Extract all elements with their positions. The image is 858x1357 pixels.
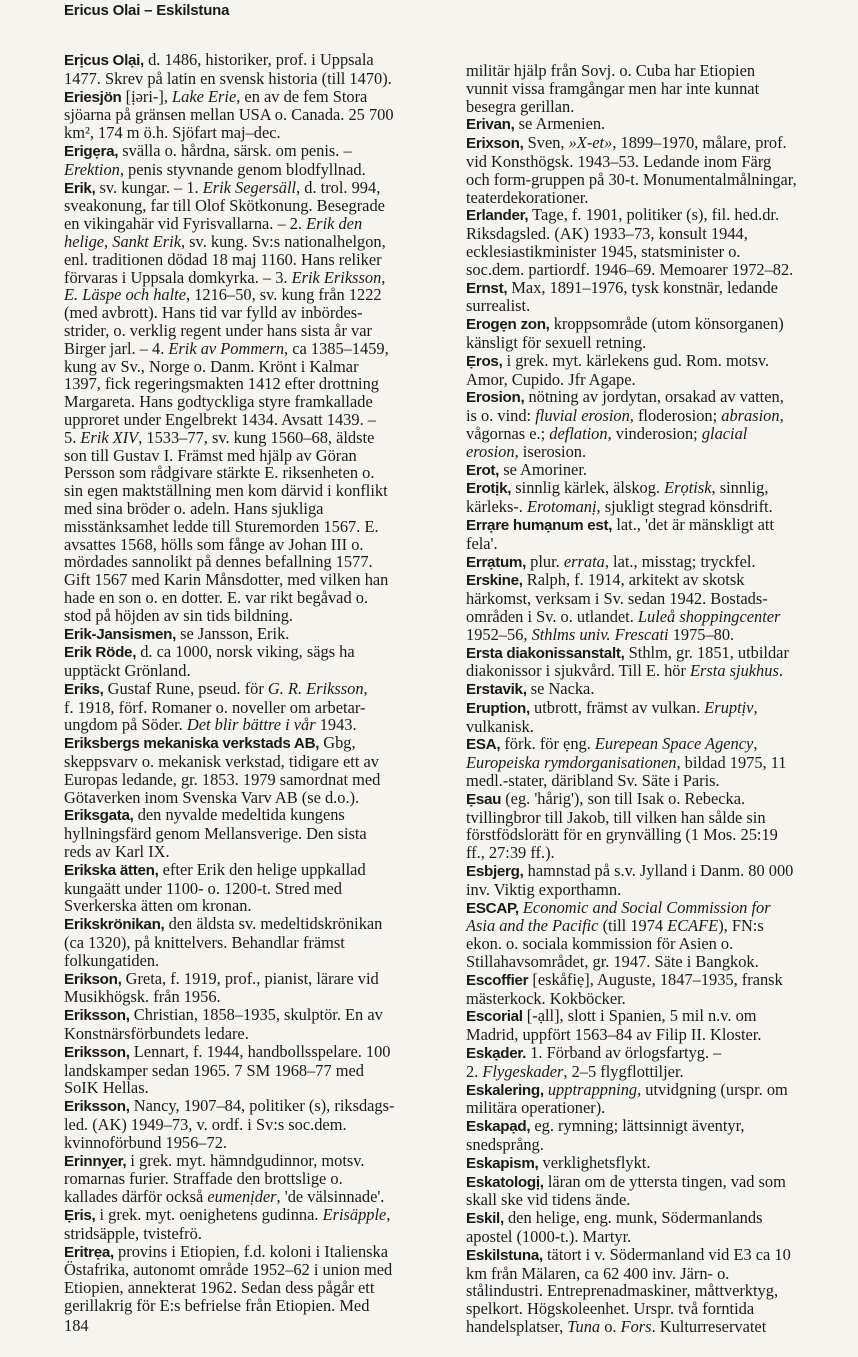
dictionary-entry bbox=[466, 479, 858, 516]
entry-text: tätort i v. Södermanland vid E3 ca 10 km från Mälaren, ca 62 400 inv. Järn- o. stålindustri. Entreprenadmaskiner, måttverktyg, spelkort. Högskoleenhet. Urspr. två forntida handelsplatser, bbox=[466, 1244, 791, 1336]
dictionary-entry bbox=[466, 1154, 858, 1173]
entry-text: , iserosion. bbox=[514, 441, 587, 461]
entry-text: . Kulturreservatet bbox=[651, 1316, 767, 1336]
entry-headword: Erosion, bbox=[466, 389, 525, 407]
entry-text: , bbox=[753, 734, 758, 754]
entry-text: , sjukligt stegrad könsdrift. bbox=[596, 497, 773, 517]
entry-text: , 1216–50, sv. kung från 1222 (med avbrott). Hans tid var fylld av inbördes- strider, o. verklig regent under hans sista år var Birger jarl. – 4. bbox=[64, 285, 382, 358]
entry-headword: ESCAP, bbox=[466, 899, 519, 917]
entry-headword: Eskalering, bbox=[466, 1081, 544, 1099]
entry-text: Sthlm, gr. 1851, utbildar diakonissor i sjukvård. Till E. hör bbox=[466, 642, 789, 681]
entry-text: Gustaf Rune, pseud. för bbox=[103, 678, 268, 698]
entry-headword: Eriks, bbox=[64, 680, 104, 698]
entry-headword: Errạtum, bbox=[466, 553, 527, 571]
entry-italic-text: Economic and Social Commission for Asia and the Pacific bbox=[466, 897, 771, 936]
entry-text: efter Erik den helige uppkallad kungaätt under 1100- o. 1200-t. Stred med Sverkerska ätten om kronan. bbox=[64, 859, 366, 916]
entry-text: , sv. kung. Sv:s nationalhelgon, enl. traditionen dödad 18 maj 1160. Hans reliker förvaras i Uppsala domkyrka. – 3. bbox=[64, 231, 386, 287]
entry-text: svälla o. hårdna, särsk. om penis. – bbox=[122, 140, 352, 160]
dictionary-entry bbox=[466, 1117, 858, 1154]
entry-text: . bbox=[778, 661, 783, 681]
dictionary-entry bbox=[466, 1173, 858, 1210]
entry-headword: Eriksson, bbox=[64, 1007, 130, 1025]
entry-text: se Jansson, Erik. bbox=[176, 623, 290, 643]
entry-text: Ralph, f. 1914, arkitekt av skotsk härkomst, verksam i Sv. sedan 1942. Bostads- områden i Sv. o. utlandet. bbox=[466, 570, 768, 626]
entry-headword: Erogẹn zon, bbox=[466, 316, 550, 334]
entry-text: , 1533–77, sv. kung 1560–68, äldste son till Gustav I. Främst med hjälp av Göran Persson som rådgivare stärkte E. riksenheten o. sin egen maktställning men kom därvid i konflikt med sina bröder o. adeln. Hans sjukliga misstänksamhet ledde till Sturemorden 1567. E. avsattes 1568, hölls som fånge av Johan III o. mördades sannolikt på dennes befallning 1577. Gift 1567 med Karin Månsdotter, med vilken han hade en son o. en dotter. E. var rikt begåvad o. stod på höjden av sin tids bildning. bbox=[64, 427, 389, 625]
dictionary-entry bbox=[466, 1246, 858, 1336]
entry-text: Greta, f. 1919, prof., pianist, lärare vid Musikhögsk. från 1956. bbox=[64, 968, 379, 1007]
entry-text: , stridsäpple, tvistefrö. bbox=[64, 1205, 391, 1243]
entry-headword: Erik-Jansismen, bbox=[64, 625, 176, 643]
dictionary-entry bbox=[64, 1097, 456, 1151]
entry-italic-text: »X-et» bbox=[568, 133, 613, 153]
running-head: Ericus Olai – Eskilstuna bbox=[64, 2, 230, 19]
entry-headword: Erstavik, bbox=[466, 681, 527, 699]
entry-headword: Erigẹra, bbox=[64, 142, 119, 160]
entry-italic-text: upptrappning bbox=[547, 1079, 638, 1099]
entry-headword: Eskạder. bbox=[466, 1045, 527, 1063]
entry-headword: Eriksson, bbox=[64, 1098, 130, 1116]
entry-text: den nyvalde medeltida kungens hyllningsfärd genom Mellansverige. Den sista reds av Karl IX. bbox=[64, 805, 367, 862]
dictionary-entry bbox=[64, 51, 456, 88]
dictionary-entry bbox=[64, 625, 456, 644]
entry-headword: Erotịk, bbox=[466, 480, 512, 498]
entry-text: , 2–5 flygflottiljer. bbox=[563, 1061, 684, 1081]
entry-italic-text: Erik den helige, Sankt Erik bbox=[64, 214, 363, 251]
entry-text: den äldsta sv. medeltidskrönikan (ca 1320), på knittelvers. Behandlar främst folkungatiden. bbox=[64, 914, 383, 970]
entry-text: nötning av jordytan, orsakad av vatten, is o. vind: bbox=[466, 387, 784, 426]
entry-headword: Ẹris, bbox=[64, 1207, 96, 1224]
dictionary-entry bbox=[466, 899, 858, 971]
entry-text: (till 1974 bbox=[598, 916, 668, 936]
entry-headword: ESA, bbox=[466, 736, 501, 754]
entry-headword: Esbjerg, bbox=[466, 863, 524, 881]
entry-text: sv. kungar. – 1. bbox=[95, 177, 203, 197]
entry-text: Max, 1891–1976, tysk konstnär, ledande surrealist. bbox=[466, 277, 778, 316]
dictionary-entry bbox=[466, 516, 858, 553]
entry-headword: Ẹros, bbox=[466, 352, 503, 370]
entry-text: se Nacka. bbox=[526, 679, 595, 699]
entry-headword: Escoffier bbox=[466, 971, 529, 989]
entry-text: läran om de yttersta tingen, vad som skall ske vid tidens ände. bbox=[466, 1171, 786, 1210]
entry-text: , floderosion; bbox=[629, 406, 722, 426]
entry-text: den helige, eng. munk, Södermanlands apostel (1000-t.). Martyr. bbox=[466, 1208, 763, 1246]
entry-headword: Erixson, bbox=[466, 135, 524, 153]
entry-headword: Erinnỵer, bbox=[64, 1152, 127, 1170]
entry-text: Sven, bbox=[523, 133, 569, 153]
entry-italic-text: Erisäpple bbox=[322, 1205, 387, 1224]
entry-text: provins i Etiopien, f.d. koloni i Italienska Östafrika, autonomt område 1952–62 i union med Etiopien, annekterat 1962. Sedan dess pågår ett gerillakrig för E:s befrielse från Etiopien. Med bbox=[64, 1241, 393, 1315]
entry-text: , d. trol. 994, sveakonung, far till Olof Skötkonung. Besegrade en vikingahär vid Fyrisvallarna. – 2. bbox=[64, 177, 385, 234]
dictionary-entry bbox=[466, 1044, 858, 1081]
entry-headword: Ẹsau bbox=[466, 790, 502, 808]
dictionary-entry bbox=[64, 680, 456, 734]
dictionary-entry bbox=[466, 644, 858, 681]
entry-italic-text: Erọtisk bbox=[664, 478, 712, 498]
entry-text: , lat., misstag; tryckfel. bbox=[604, 551, 756, 571]
entry-text: Tage, f. 1901, politiker (s), fil. hed.dr. Riksdagsled. (AK) 1933–73, konsult 1944, ecklesiastikminister 1945, statsminister o. soc.dem. partiordf. 1946–69. Memoarer 1972–82. bbox=[466, 205, 794, 279]
entry-text: 1. Förband av örlogsfartyg. – 2. bbox=[466, 1043, 722, 1081]
entry-text: Gbg, skeppsvarv o. mekanisk verkstad, tidigare ett av Europas ledande, gr. 1853. 1979 samordnat med Götaverken inom Svenska Varv AB (se d.o.). bbox=[64, 733, 381, 807]
entry-text: sinnlig kärlek, älskog. bbox=[511, 478, 665, 498]
entry-text: Christian, 1858–1935, skulptör. En av Konstnärsförbundets ledare. bbox=[64, 1005, 383, 1044]
entry-text: plur. bbox=[526, 551, 564, 571]
entry-text: d. 1486, historiker, prof. i Uppsala 1477. Skrev på latin en svensk historia (till 1470). bbox=[64, 50, 392, 88]
entry-text: [-ạll], slott i Spanien, 5 mil n.v. om Madrid, uppfört 1563–84 av Filip II. Kloster. bbox=[466, 1006, 762, 1045]
dictionary-entry bbox=[64, 1206, 456, 1243]
entry-headword: Eskapism, bbox=[466, 1154, 539, 1172]
entry-text: eg. rymning; lättsinnigt äventyr, snedsprång. bbox=[466, 1116, 745, 1155]
entry-text: ), FN:s ekon. o. sociala kommission för Asien o. Stillahavsområdet, gr. 1947. Säte i Bangkok. bbox=[466, 916, 764, 972]
entry-italic-text: Sthlms univ. Frescati bbox=[531, 624, 669, 644]
entry-italic-text: Erik Segersäll bbox=[202, 177, 297, 197]
entry-text: , f. 1918, förf. Romaner o. noveller om arbetar- ungdom på Söder. bbox=[64, 678, 368, 735]
entry-headword: Eriksson, bbox=[64, 1043, 130, 1061]
entry-headword: Erlander, bbox=[466, 207, 529, 225]
entry-italic-text: Det blir bättre i vår bbox=[186, 715, 316, 735]
dictionary-entry bbox=[466, 1209, 858, 1246]
entry-headword: Eskatologị, bbox=[466, 1173, 544, 1191]
entry-italic-text: eumenịder bbox=[207, 1187, 277, 1207]
dictionary-entry bbox=[64, 1043, 456, 1097]
entry-text: , vulkanisk. bbox=[466, 697, 758, 736]
entry-text: , utvidgning (urspr. om militära operationer). bbox=[466, 1079, 788, 1118]
entry-italic-text: Lake Erie bbox=[172, 86, 237, 106]
entry-text: lat., 'det är mänskligt att fela'. bbox=[466, 514, 775, 553]
entry-italic-text: errata bbox=[563, 551, 605, 571]
dictionary-entry bbox=[64, 1152, 456, 1206]
entry-headword: Eruption, bbox=[466, 699, 530, 717]
dictionary-entry bbox=[466, 388, 858, 460]
entry-italic-text: Europeiska rymdorganisationen bbox=[466, 753, 677, 773]
dictionary-entry bbox=[466, 115, 858, 134]
entry-text: i grek. myt. oenighetens gudinna. bbox=[95, 1205, 323, 1224]
entry-italic-text: Tuna bbox=[567, 1316, 601, 1336]
entry-italic-text: glacial erosion bbox=[466, 423, 748, 461]
entry-text: , bildad 1975, 11 medl.-stater, däribland Sv. Säte i Paris. bbox=[466, 753, 787, 791]
entry-text: , vågornas e.; bbox=[466, 406, 784, 443]
dictionary-entry bbox=[466, 134, 858, 206]
entry-headword: Erik, bbox=[64, 179, 96, 197]
entry-text: verklighetsflykt. bbox=[538, 1152, 651, 1172]
entry-text: d. ca 1000, norsk viking, sägs ha upptäckt Grönland. bbox=[64, 642, 355, 681]
dictionary-entry bbox=[466, 279, 858, 316]
dictionary-entry bbox=[466, 1081, 858, 1118]
entry-text: , 1899–1970, målare, prof. vid Konsthögsk. 1943–53. Ledande inom Färg och form-gruppen på 30-t. Monumentalmålningar, teaterdekorationer. bbox=[466, 133, 797, 207]
entry-text: Nancy, 1907–84, politiker (s), riksdags- led. (AK) 1949–73, v. ordf. i Sv:s soc.dem. kvinnoförbund 1956–72. bbox=[64, 1096, 395, 1152]
entry-italic-text: Eurepean Space Agency bbox=[594, 734, 754, 754]
page-number: 184 bbox=[64, 1316, 89, 1335]
dictionary-entry bbox=[466, 790, 858, 862]
entry-text: 1975–80. bbox=[668, 624, 735, 644]
dictionary-entry bbox=[466, 315, 858, 352]
column-right bbox=[466, 62, 858, 1336]
entry-headword: Erikson, bbox=[64, 970, 122, 988]
entry-italic-text: abrasion bbox=[721, 406, 780, 426]
entry-italic-text: Eruptịv bbox=[704, 697, 754, 717]
dictionary-entry bbox=[466, 680, 858, 699]
entry-italic-text: Erik av Pommern bbox=[168, 338, 285, 358]
entry-text: o. bbox=[600, 1316, 621, 1336]
column-left bbox=[64, 51, 456, 1315]
entry-italic-text: Erik XIV bbox=[80, 427, 139, 447]
entry-italic-text: Erotomanị bbox=[527, 497, 597, 517]
entry-headword: Erskine, bbox=[466, 572, 523, 590]
dictionary-entry bbox=[466, 553, 858, 572]
entry-text: 1943. bbox=[315, 715, 357, 735]
dictionary-entry bbox=[466, 206, 858, 278]
dictionary-entry bbox=[64, 1006, 456, 1043]
dictionary-entry bbox=[466, 1007, 858, 1044]
entry-text: , sinnlig, kärleks-. bbox=[466, 478, 769, 517]
entry-headword: Erikska ätten, bbox=[64, 861, 159, 879]
entry-text: militär hjälp från Sovj. o. Cuba har Etiopien vunnit vissa framgångar men har inte kunnat besegra gerillan. bbox=[466, 61, 760, 116]
dictionary-entry bbox=[466, 971, 858, 1008]
dictionary-entry bbox=[466, 571, 858, 643]
entry-italic-text: Erik Eriksson, E. Läspe och halte bbox=[64, 267, 386, 305]
entry-text: (eg. 'hårig'), son till Isak o. Rebecka. tvillingbror till Jakob, till vilken han sålde sin förstfödslorätt för en grynvälling (1 Mos. 25:19 ff., 27:39 ff.). bbox=[466, 788, 778, 863]
entry-italic-text: ECAFE bbox=[667, 916, 719, 936]
entry-text: , penis styvnande genom blodfyllnad. bbox=[119, 159, 366, 179]
entry-headword: Erot, bbox=[466, 461, 500, 479]
entry-text: [ịəri-], bbox=[121, 86, 173, 106]
entry-headword: Eritrẹa, bbox=[64, 1243, 114, 1261]
dictionary-entry bbox=[466, 352, 858, 389]
entry-headword: Escorial bbox=[466, 1008, 523, 1026]
entry-headword: Erikskrönikan, bbox=[64, 916, 165, 934]
dictionary-entry bbox=[64, 88, 456, 142]
dictionary-entry bbox=[64, 142, 456, 179]
entry-headword: Eskilstuna, bbox=[466, 1246, 543, 1264]
dictionary-entry bbox=[466, 461, 858, 480]
entry-italic-text: Fors bbox=[620, 1316, 652, 1336]
entry-headword: Eskapạd, bbox=[466, 1118, 531, 1136]
entry-text: , ca 1385–1459, kung av Sv., Norge o. Danm. Krönt i Kalmar 1397, fick regeringsmakten 1412 efter drottning Margareta. Hans godtyckliga styre framkallade upproret under Engelbrekt 1434. Avsatt 1439. – 5. bbox=[64, 338, 389, 447]
entry-text: i grek. myt. hämndgudinnor, motsv. romarnas furier. Straffade den brottslige o. kallades därför också bbox=[64, 1150, 365, 1207]
dictionary-entry bbox=[64, 734, 456, 806]
dictionary-entry bbox=[64, 915, 456, 969]
entry-headword: Eriksgata, bbox=[64, 807, 134, 825]
dictionary-entry bbox=[64, 806, 456, 860]
entry-text: Lennart, f. 1944, handbollsspelare. 100 landskamper sedan 1965. 7 SM 1968–77 med SoIK Hellas. bbox=[64, 1041, 391, 1098]
entry-headword: Erivan, bbox=[466, 116, 515, 134]
entry-text: , 'de välsinnade'. bbox=[276, 1187, 385, 1207]
entry-text: [eskåfiẹ], Auguste, 1847–1935, fransk mästerkock. Kokböcker. bbox=[466, 969, 783, 1008]
entry-headword: Errạre humạnum est, bbox=[466, 516, 613, 534]
entry-headword: Eriesjön bbox=[64, 88, 122, 106]
dictionary-entry bbox=[466, 699, 858, 736]
entry-text: förk. för ẹng. bbox=[500, 734, 595, 754]
entry-headword: Eskil, bbox=[466, 1210, 504, 1228]
dictionary-entry bbox=[64, 861, 456, 915]
entry-italic-text: deflation bbox=[549, 423, 608, 443]
entry-headword: Erik Röde, bbox=[64, 644, 137, 662]
entry-headword: Eriksbergs mekaniska verkstads AB, bbox=[64, 735, 320, 753]
dictionary-entry bbox=[64, 643, 456, 680]
entry-text: se Amoriner. bbox=[499, 459, 587, 479]
entry-text: hamnstad på s.v. Jylland i Danm. 80 000 inv. Viktig exporthamn. bbox=[466, 861, 794, 899]
entry-headword: Ersta diakonissanstalt, bbox=[466, 644, 625, 662]
entry-text: utbrott, främst av vulkan. bbox=[529, 697, 705, 717]
entry-italic-text: Ersta sjukhus bbox=[690, 661, 779, 681]
entry-italic-text: Luleå shoppingcenter bbox=[637, 606, 781, 626]
entry-text: 1952–56, bbox=[466, 624, 528, 644]
entry-italic-text: Erektion bbox=[64, 159, 120, 179]
dictionary-entry bbox=[64, 179, 456, 625]
dictionary-entry bbox=[466, 862, 858, 899]
dictionary-entry bbox=[64, 1243, 456, 1315]
entry-text: se Armenien. bbox=[514, 114, 606, 134]
dictionary-entry bbox=[64, 970, 456, 1007]
entry-italic-text: fluvial erosion bbox=[535, 406, 630, 426]
entry-headword: Ernst, bbox=[466, 279, 508, 297]
entry-italic-text: Flygeskader bbox=[482, 1061, 564, 1081]
entry-italic-text: G. R. Eriksson bbox=[267, 678, 364, 698]
entry-headword: Erịcus Olại, bbox=[64, 52, 144, 69]
entry-text: i grek. myt. kärlekens gud. Rom. motsv. Amor, Cupido. Jfr Agape. bbox=[466, 350, 770, 389]
entry-continuation bbox=[466, 62, 858, 115]
entry-text: , en av de fem Stora sjöarna på gränsen mellan USA o. Canada. 25 700 km², 174 m ö.h. Sjöfart maj–dec. bbox=[64, 86, 394, 143]
dictionary-entry bbox=[466, 735, 858, 789]
entry-text: , vinderosion; bbox=[607, 423, 702, 443]
entry-text: kroppsområde (utom könsorganen) känsligt för sexuell retning. bbox=[466, 314, 784, 352]
